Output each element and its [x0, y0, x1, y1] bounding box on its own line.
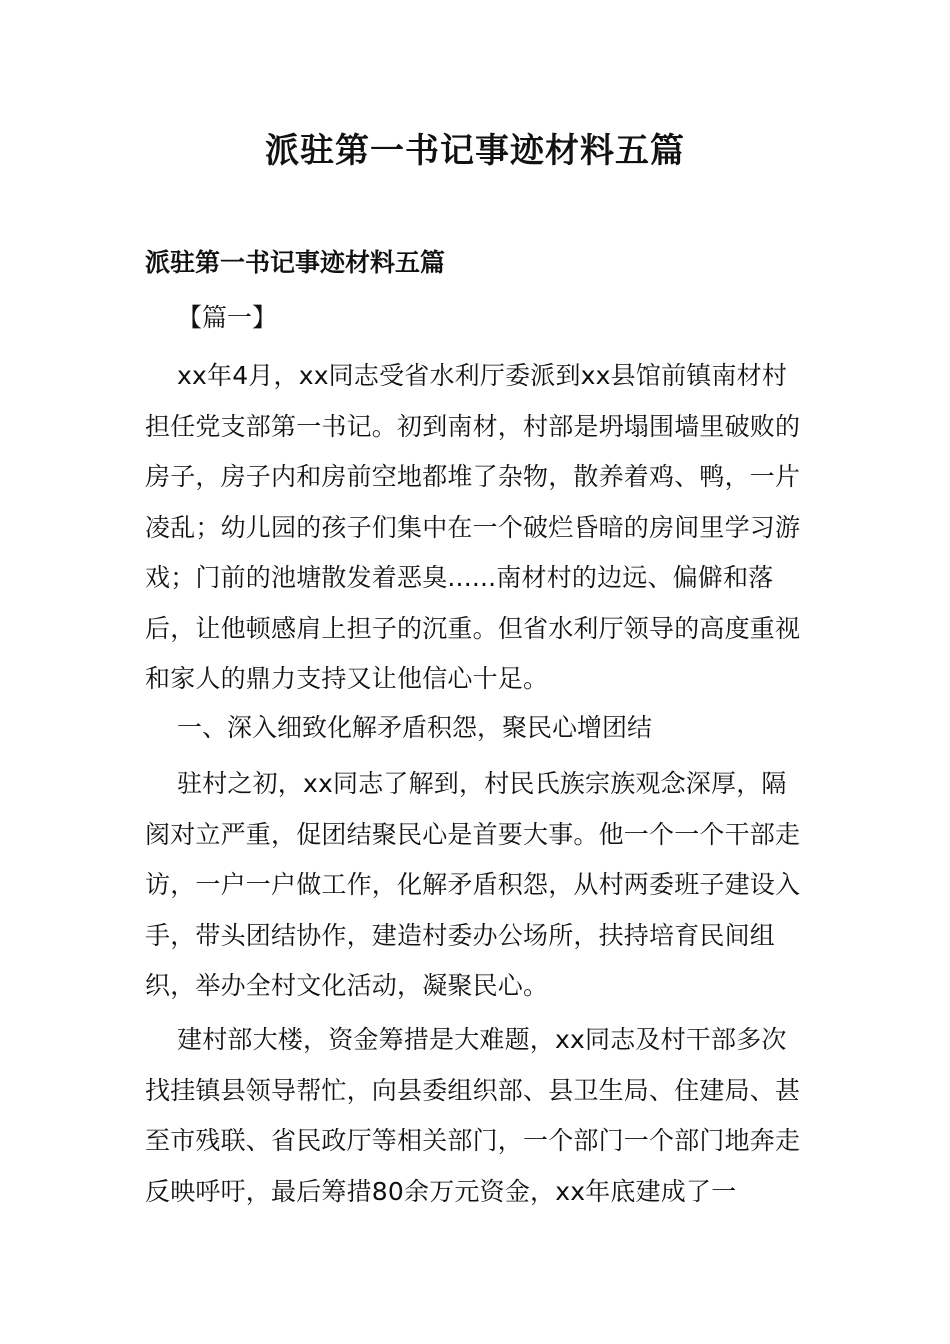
document-title: 派驻第一书记事迹材料五篇: [265, 131, 685, 171]
paragraph-2: 驻村之初，xx同志了解到，村民氏族宗族观念深厚，隔阂对立严重，促团结聚民心是首要大事。他一个一个干部走访，一户一户做工作，化解矛盾积怨，从村两委班子建设入手，带头团结协作，建造村委办公场所，扶持培育民间组织，举办全村文化活动，凝聚民心。: [145, 769, 801, 1000]
paragraph-3: 建村部大楼，资金筹措是大难题，xx同志及村干部多次找挂镇县领导帮忙，向县委组织部、县卫生局、住建局、甚至市残联、省民政厅等相关部门，一个部门一个部门地奔走反映呼吁，最后筹措80余万元资金，xx年底建成了一: [145, 1025, 801, 1206]
section-heading: 一、深入细致化解矛盾积怨，聚民心增团结: [177, 713, 653, 742]
paragraph-1: xx年4月，xx同志受省水利厅委派到xx县馆前镇南材村担任党支部第一书记。初到南材，村部是坍塌围墙里破败的房子，房子内和房前空地都堆了杂物，散养着鸡、鸭，一片凌乱；幼儿园的孩子们集中在一个破烂昏暗的房间里学习游戏；门前的池塘散发着恶臭......南材村的边远、偏僻和落后，让他顿感肩上担子的沉重。但省水利厅领导的高度重视和家人的鼎力支持又让他信心十足。: [145, 361, 801, 693]
section-label: 【篇一】: [177, 303, 278, 332]
document-subtitle: 派驻第一书记事迹材料五篇: [145, 248, 446, 277]
